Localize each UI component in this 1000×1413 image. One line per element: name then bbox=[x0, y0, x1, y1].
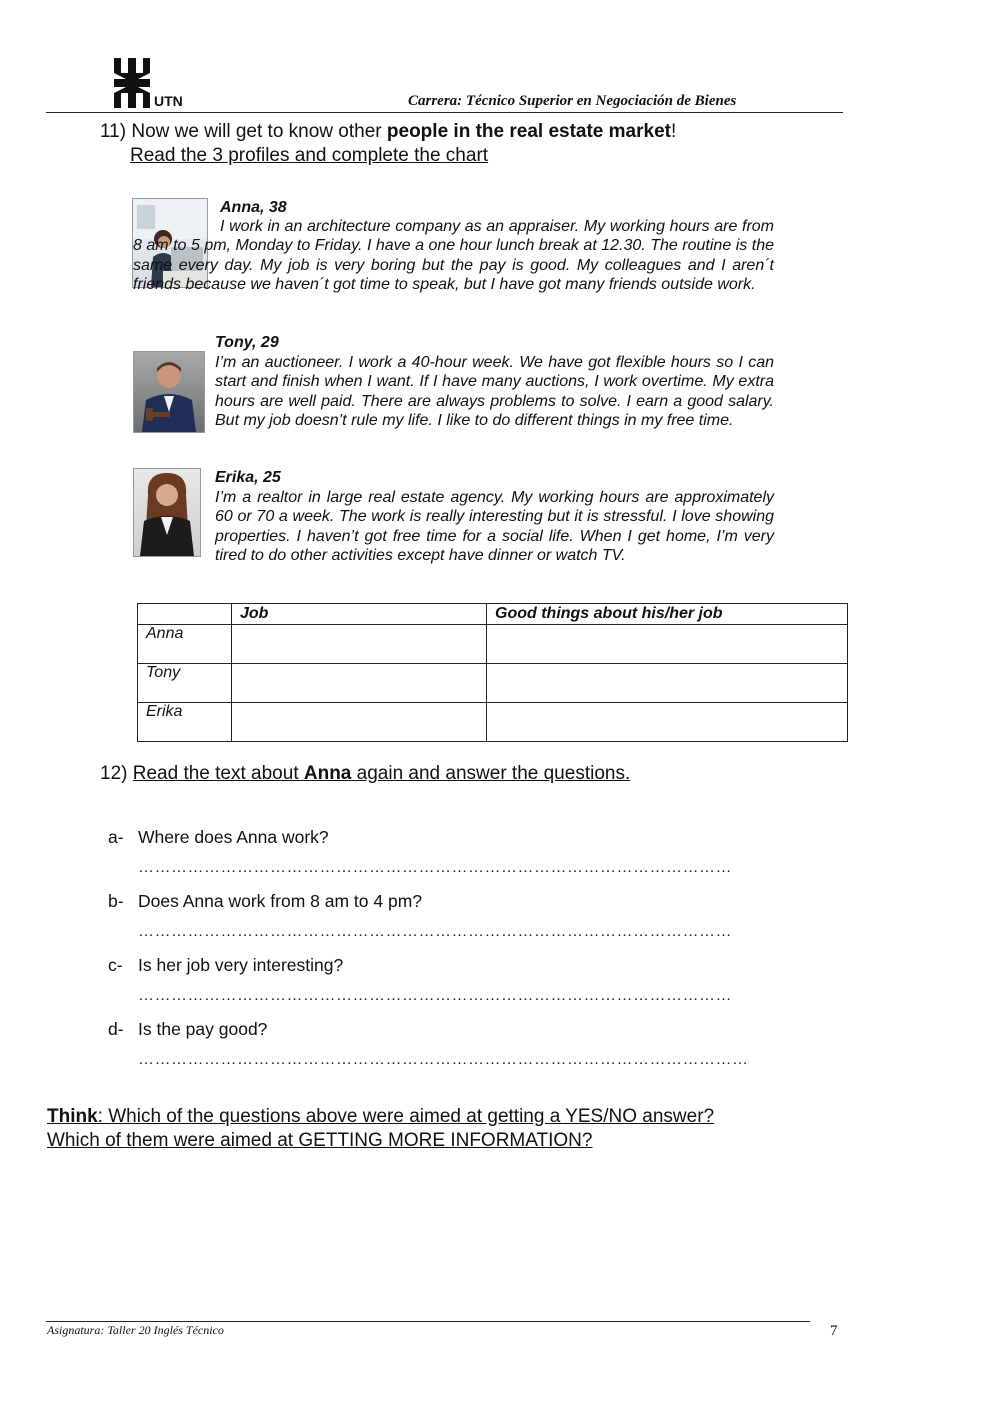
tony-name: Tony, 29 bbox=[215, 334, 279, 351]
chart-cell-job[interactable] bbox=[232, 703, 487, 742]
logo-text: UTN bbox=[154, 93, 183, 109]
question-c-text: Is her job very interesting? bbox=[138, 955, 344, 975]
chart-header-row bbox=[138, 604, 848, 625]
chart-cell-job[interactable] bbox=[232, 664, 487, 703]
question-b-text: Does Anna work from 8 am to 4 pm? bbox=[138, 891, 423, 911]
chart-cell-good-things[interactable] bbox=[487, 625, 848, 664]
utn-logo bbox=[112, 58, 152, 108]
question-c-letter: c- bbox=[108, 955, 123, 975]
chart-row-label: Erika bbox=[138, 703, 232, 742]
question-11-instruction: Read the 3 profiles and complete the chart bbox=[130, 145, 489, 166]
question-d-letter: d- bbox=[108, 1019, 124, 1039]
question-a-letter: a- bbox=[108, 827, 124, 847]
question-d-text: Is the pay good? bbox=[138, 1019, 268, 1039]
answer-line-d[interactable]: ………………………………………………………………………………………………… bbox=[138, 1051, 749, 1068]
question-b-letter: b- bbox=[108, 891, 124, 911]
footer-divider bbox=[46, 1321, 810, 1322]
tony-profile-text: I’m an auctioneer. I work a 40-hour week. We have got flexible hours so I can start and finish when I want. If I have many auctions, I work overtime. My extra hours are well paid. There are always problems to solve. I earn a good salary. But my job doesn’t rule my life. I like to do different things in my free time. bbox=[215, 354, 774, 430]
answer-line-b[interactable]: ……………………………………………………………………………………………… bbox=[138, 923, 732, 940]
erika-profile-text: I’m a realtor in large real estate agency. My working hours are approximately 60 or 70 a week. The work is really interesting but it is stressful. I love showing properties. I haven’t got free time for a social life. When I get home, I’m very tired to do other activities except have dinner or watch TV. bbox=[215, 489, 774, 565]
question-a-text: Where does Anna work? bbox=[138, 827, 329, 847]
erika-photo bbox=[133, 468, 201, 557]
chart-row-erika bbox=[138, 703, 848, 742]
chart-header-job: Job bbox=[232, 604, 487, 625]
chart-row-anna bbox=[138, 625, 848, 664]
question-11-title: 11) Now we will get to know other people in the real estate market! bbox=[100, 121, 677, 142]
think-prompt: Think: Which of the questions above were aimed at getting a YES/NO answer? Which of them were aimed at GETTING MORE INFORMATION? bbox=[47, 1106, 715, 1151]
chart-cell-good-things[interactable] bbox=[487, 664, 848, 703]
chart-cell-good-things[interactable] bbox=[487, 703, 848, 742]
footer-subject: Asignatura: Taller 20 Inglés Técnico bbox=[47, 1323, 224, 1337]
tony-photo bbox=[133, 351, 205, 433]
anna-profile-text: I work in an architecture company as an appraiser. My working hours are from 8 am to 5 pm, Monday to Friday. I have a one hour lunch break at 12.30. The routine is the same every day. My job is very boring but the pay is good. My colleagues and I aren´t friends because we haven´t got time to speak, but I have got many friends outside work. bbox=[133, 218, 774, 294]
answer-line-a[interactable]: ……………………………………………………………………………………………… bbox=[138, 859, 732, 876]
header-divider bbox=[46, 112, 843, 113]
page-number: 7 bbox=[830, 1323, 838, 1339]
chart-header-good-things: Good things about his/her job bbox=[487, 604, 848, 625]
question-12-title: 12) Read the text about Anna again and answer the questions. bbox=[100, 763, 631, 784]
erika-name: Erika, 25 bbox=[215, 469, 281, 486]
anna-name: Anna, 38 bbox=[220, 199, 287, 216]
profiles-chart bbox=[137, 603, 848, 742]
chart-row-label: Anna bbox=[138, 625, 232, 664]
answer-line-c[interactable]: ……………………………………………………………………………………………… bbox=[138, 987, 732, 1004]
chart-row-label: Tony bbox=[138, 664, 232, 703]
career-title: Carrera: Técnico Superior en Negociación de Bienes bbox=[408, 93, 737, 109]
chart-row-tony bbox=[138, 664, 848, 703]
chart-header-empty bbox=[138, 604, 232, 625]
chart-cell-job[interactable] bbox=[232, 625, 487, 664]
